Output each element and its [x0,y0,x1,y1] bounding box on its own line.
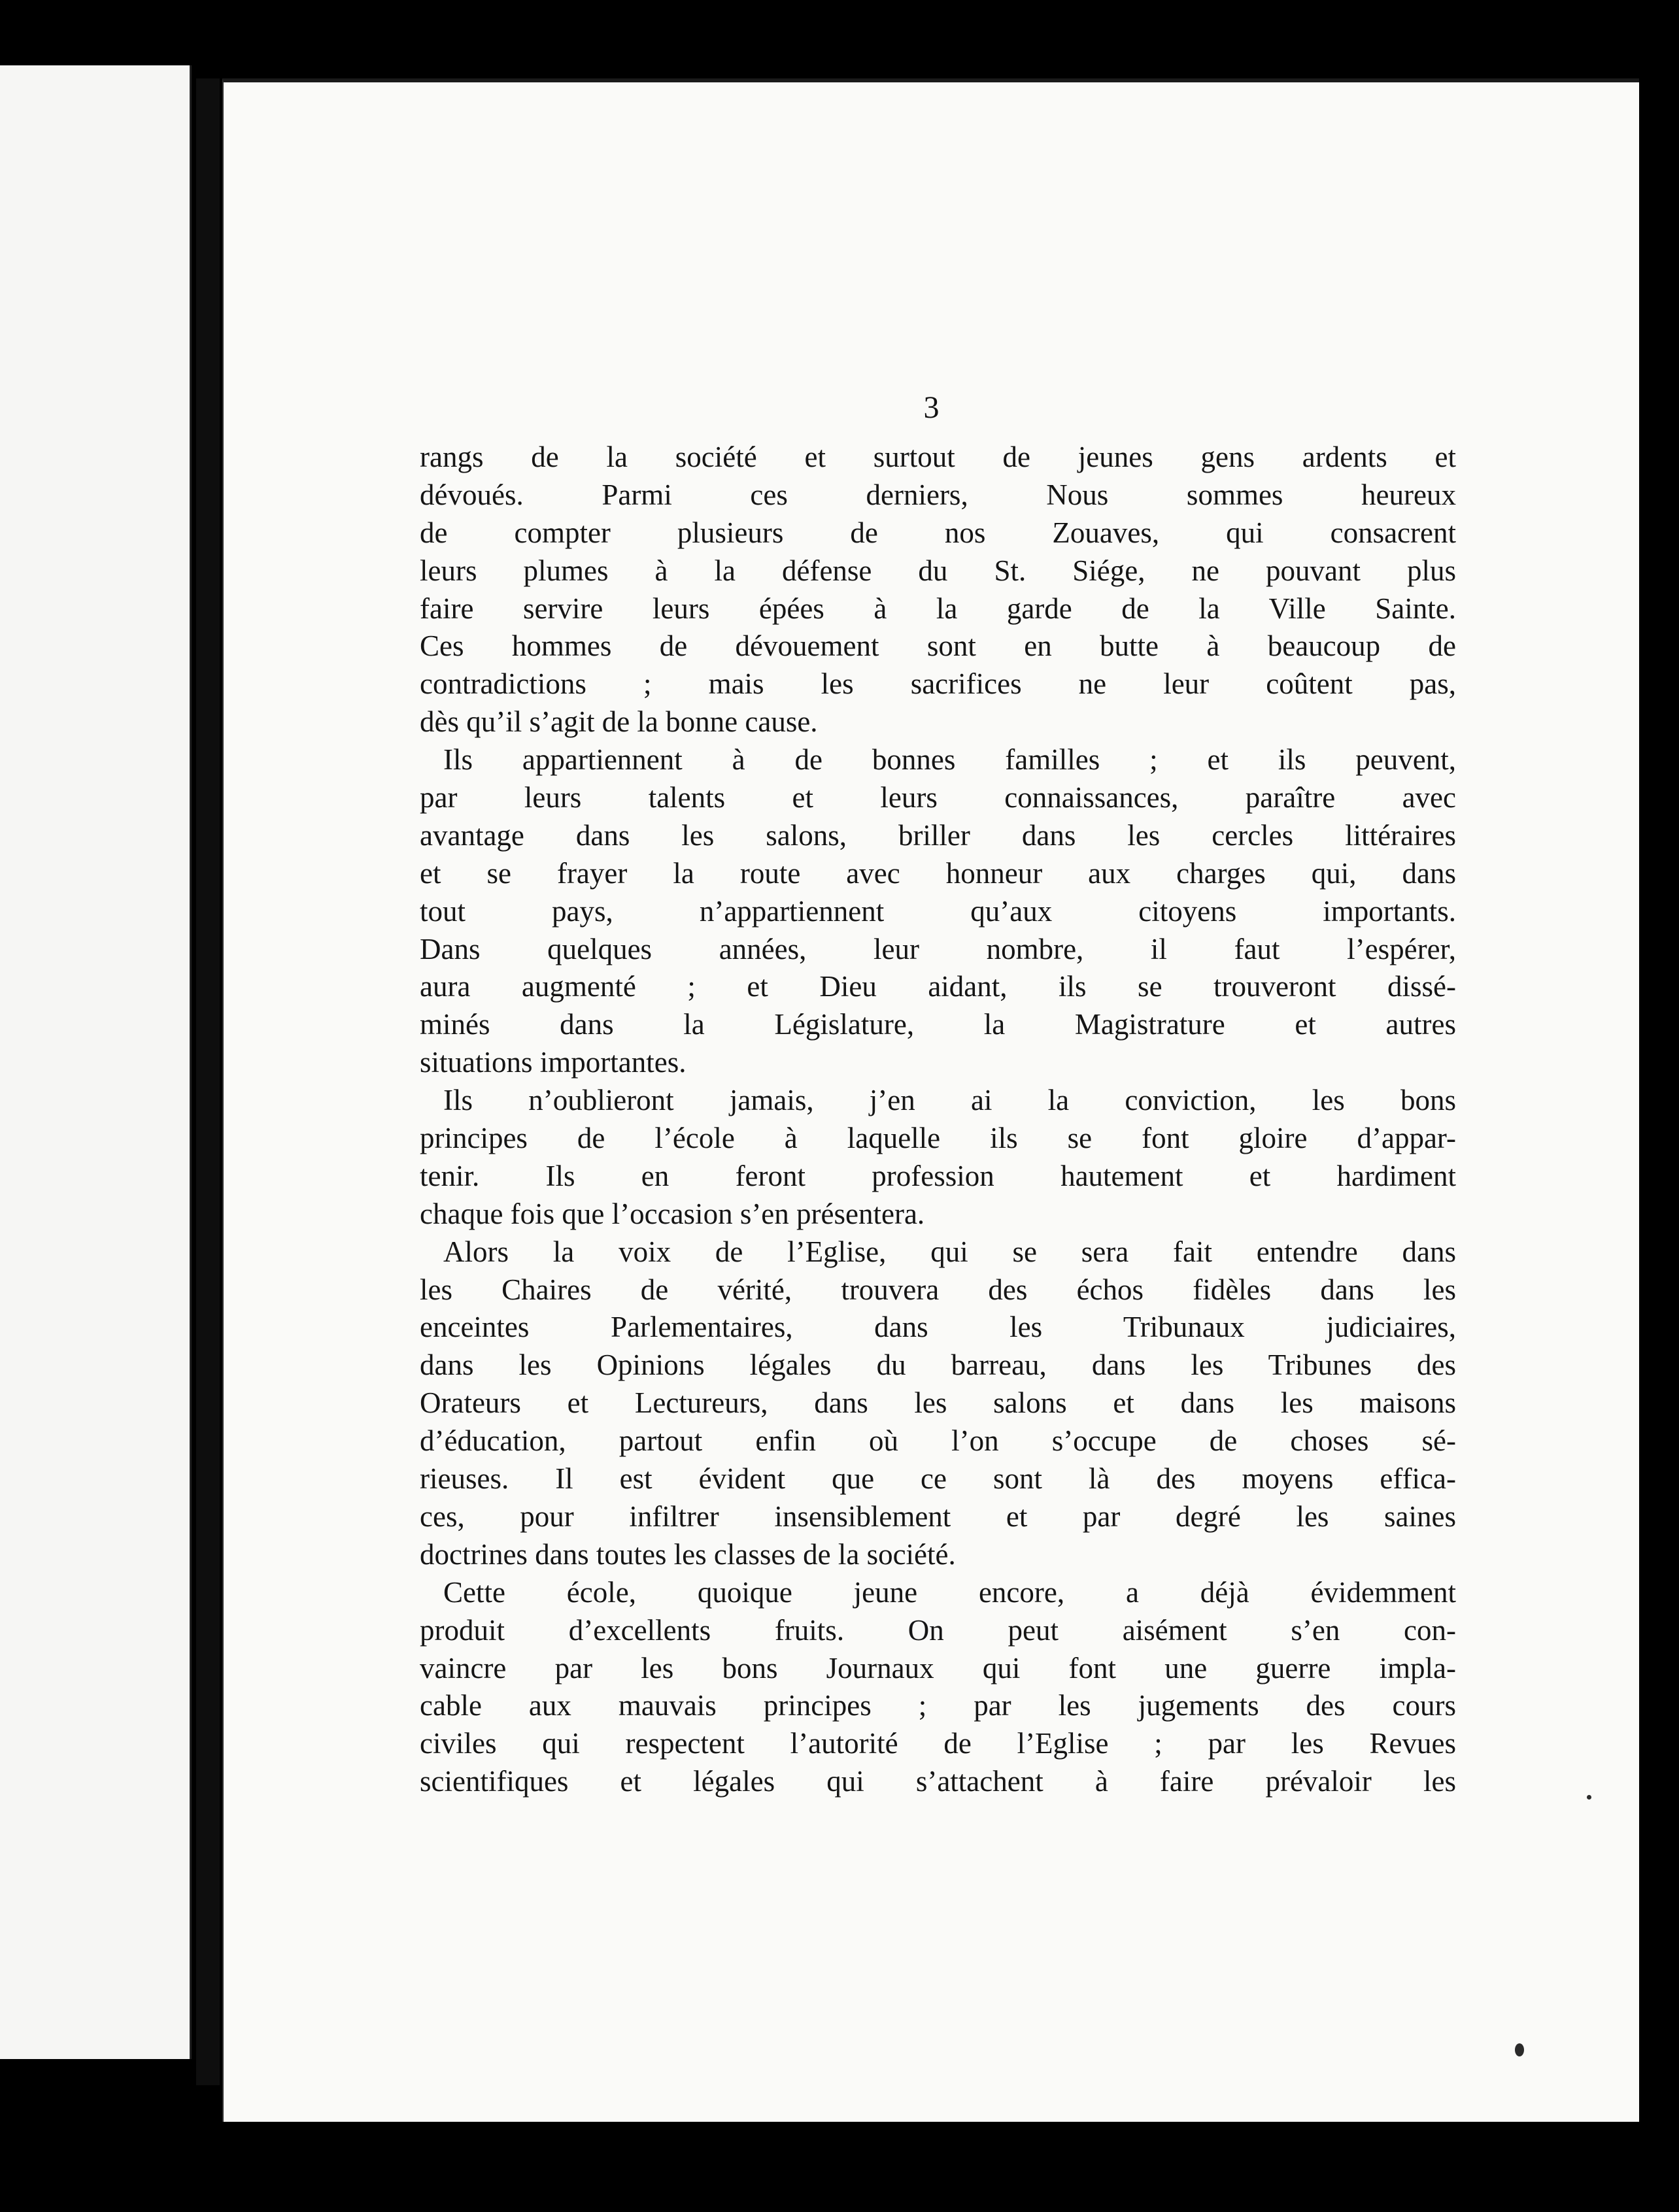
text-line: faire servire leurs épées à la garde de la Ville Sainte. [420,592,1456,625]
text-line: produit d’excellents fruits. On peut aisément s’en con- [420,1613,1456,1647]
text-line: tenir. Ils en feront profession hautement et hardiment [420,1159,1456,1192]
paper-speck [1515,2043,1524,2056]
text-line: avantage dans les salons, briller dans les cercles littéraires [420,818,1456,852]
text-line: par leurs talents et leurs connaissances, paraître avec [420,781,1456,814]
text-line: principes de l’école à laquelle ils se font gloire d’appar- [420,1122,1456,1155]
text-line: les Chaires de vérité, trouvera des échos fidèles dans les [420,1273,1456,1306]
text-line: et se frayer la route avec honneur aux charges qui, dans [420,856,1456,890]
text-line: ces, pour infiltrer insensiblement et par degré les saines [420,1500,1456,1533]
text-line: Cette école, quoique jeune encore, a déjà évidemment [443,1575,1456,1609]
text-line: situations importantes. [420,1046,687,1079]
text-line: minés dans la Législature, la Magistrature et autres [420,1008,1456,1041]
text-line: tout pays, n’appartiennent qu’aux citoyens importants. [420,894,1456,928]
book-binding [196,78,220,2085]
text-line: dans les Opinions légales du barreau, dans les Tribunes des [420,1349,1456,1382]
text-line: Alors la voix de l’Eglise, qui se sera fait entendre dans [443,1235,1456,1268]
page-number: 3 [923,390,940,425]
text-line: enceintes Parlementaires, dans les Tribunaux judiciaires, [420,1311,1456,1344]
body-text [420,439,1456,1801]
text-line: contradictions ; mais les sacrifices ne leur coûtent pas, [420,667,1456,701]
previous-page-edge [0,65,192,2059]
text-line: Dans quelques années, leur nombre, il faut l’espérer, [420,932,1456,965]
text-line: cable aux mauvais principes ; par les jugements des cours [420,1689,1456,1722]
text-line: Orateurs et Lectureurs, dans les salons et dans les maisons [420,1386,1456,1420]
text-line: chaque fois que l’occasion s’en présentera. [420,1197,925,1230]
text-line: leurs plumes à la défense du St. Siége, ne pouvant plus [420,554,1456,587]
text-line: rangs de la société et surtout de jeunes gens ardents et [420,441,1456,473]
text-line: dès qu’il s’agit de la bonne cause. [420,705,818,739]
text-line: Ils appartiennent à de bonnes familles ; et ils peuvent, [443,743,1456,777]
text-line: vaincre par les bons Journaux qui font une guerre impla- [420,1651,1456,1684]
text-line: doctrines dans toutes les classes de la société. [420,1537,956,1571]
text-line: scientifiques et légales qui s’attachent à faire prévaloir les [420,1765,1456,1798]
text-line: rieuses. Il est évident que ce sont là des moyens effica- [420,1462,1456,1496]
text-line: Ces hommes de dévouement sont en butte à beaucoup de [420,629,1456,663]
text-line: dévoués. Parmi ces derniers, Nous sommes heureux [420,478,1456,511]
text-line: aura augmenté ; et Dieu aidant, ils se trouveront dissé- [420,970,1456,1003]
scanned-page [222,78,1639,2122]
text-line: Ils n’oublieront jamais, j’en ai la conviction, les bons [443,1084,1456,1117]
text-line: de compter plusieurs de nos Zouaves, qui consacrent [420,516,1456,549]
text-line: civiles qui respectent l’autorité de l’Eglise ; par les Revues [420,1727,1456,1760]
text-line: d’éducation, partout enfin où l’on s’occupe de choses sé- [420,1424,1456,1458]
paper-speck [1587,1795,1591,1800]
